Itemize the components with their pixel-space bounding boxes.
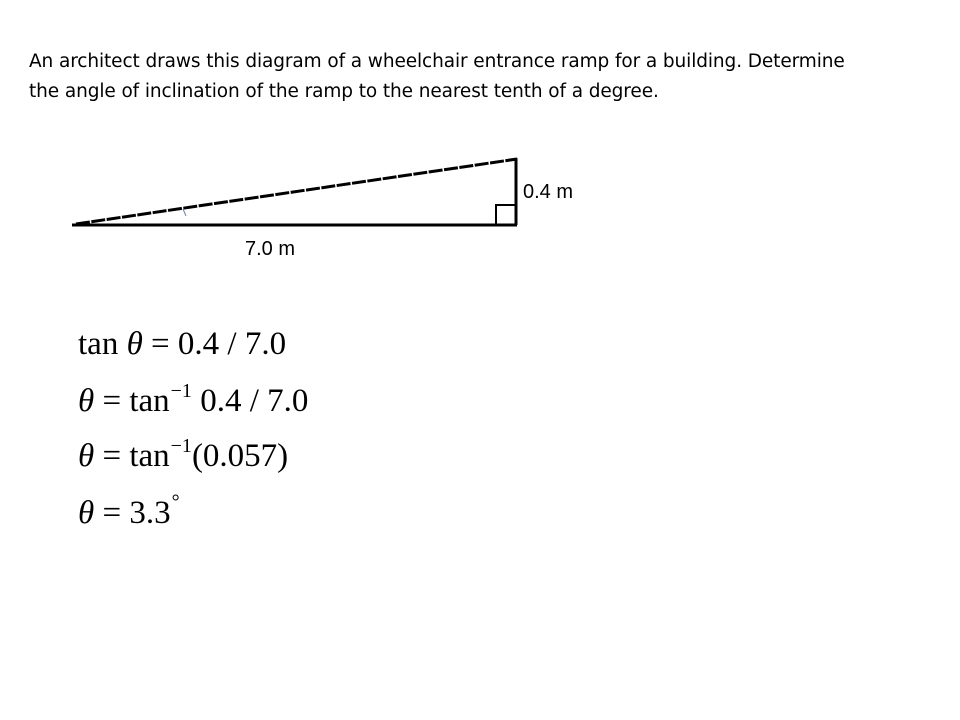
step-1-lhs: tan bbox=[78, 326, 127, 362]
ramp-surface-line bbox=[76, 159, 517, 224]
step-2-sup: −1 bbox=[170, 380, 192, 402]
ramp-diagram bbox=[0, 140, 620, 280]
step-2-rhs: 0.4 / 7.0 bbox=[191, 383, 309, 419]
step-3-theta: θ bbox=[78, 438, 95, 474]
step-3-mid: = tan bbox=[94, 438, 170, 474]
step-4-degree: ° bbox=[171, 491, 180, 513]
problem-statement bbox=[29, 47, 929, 107]
step-4-rhs: = 3.3 bbox=[94, 495, 171, 531]
solution-step-3 bbox=[78, 436, 288, 480]
problem-line-1: An architect draws this diagram of a wheelchair entrance ramp for a building. Determine bbox=[29, 51, 845, 72]
problem-line-2: the angle of inclination of the ramp to the nearest tenth of a degree. bbox=[29, 81, 659, 102]
step-1-rhs: = 0.4 / 7.0 bbox=[142, 326, 287, 362]
base-label: 7.0 m bbox=[245, 238, 296, 260]
step-4-theta: θ bbox=[78, 495, 95, 531]
solution-step-4 bbox=[78, 493, 180, 537]
step-3-rhs: (0.057) bbox=[191, 438, 289, 474]
step-1-theta: θ bbox=[126, 326, 143, 362]
right-angle-marker bbox=[496, 205, 516, 225]
height-label: 0.4 m bbox=[523, 181, 574, 203]
solution-step-2 bbox=[78, 381, 308, 425]
angle-tick-mark bbox=[183, 209, 186, 216]
step-2-theta: θ bbox=[78, 383, 95, 419]
step-3-sup: −1 bbox=[170, 435, 192, 457]
solution-step-1 bbox=[78, 324, 286, 364]
step-2-mid: = tan bbox=[94, 383, 170, 419]
